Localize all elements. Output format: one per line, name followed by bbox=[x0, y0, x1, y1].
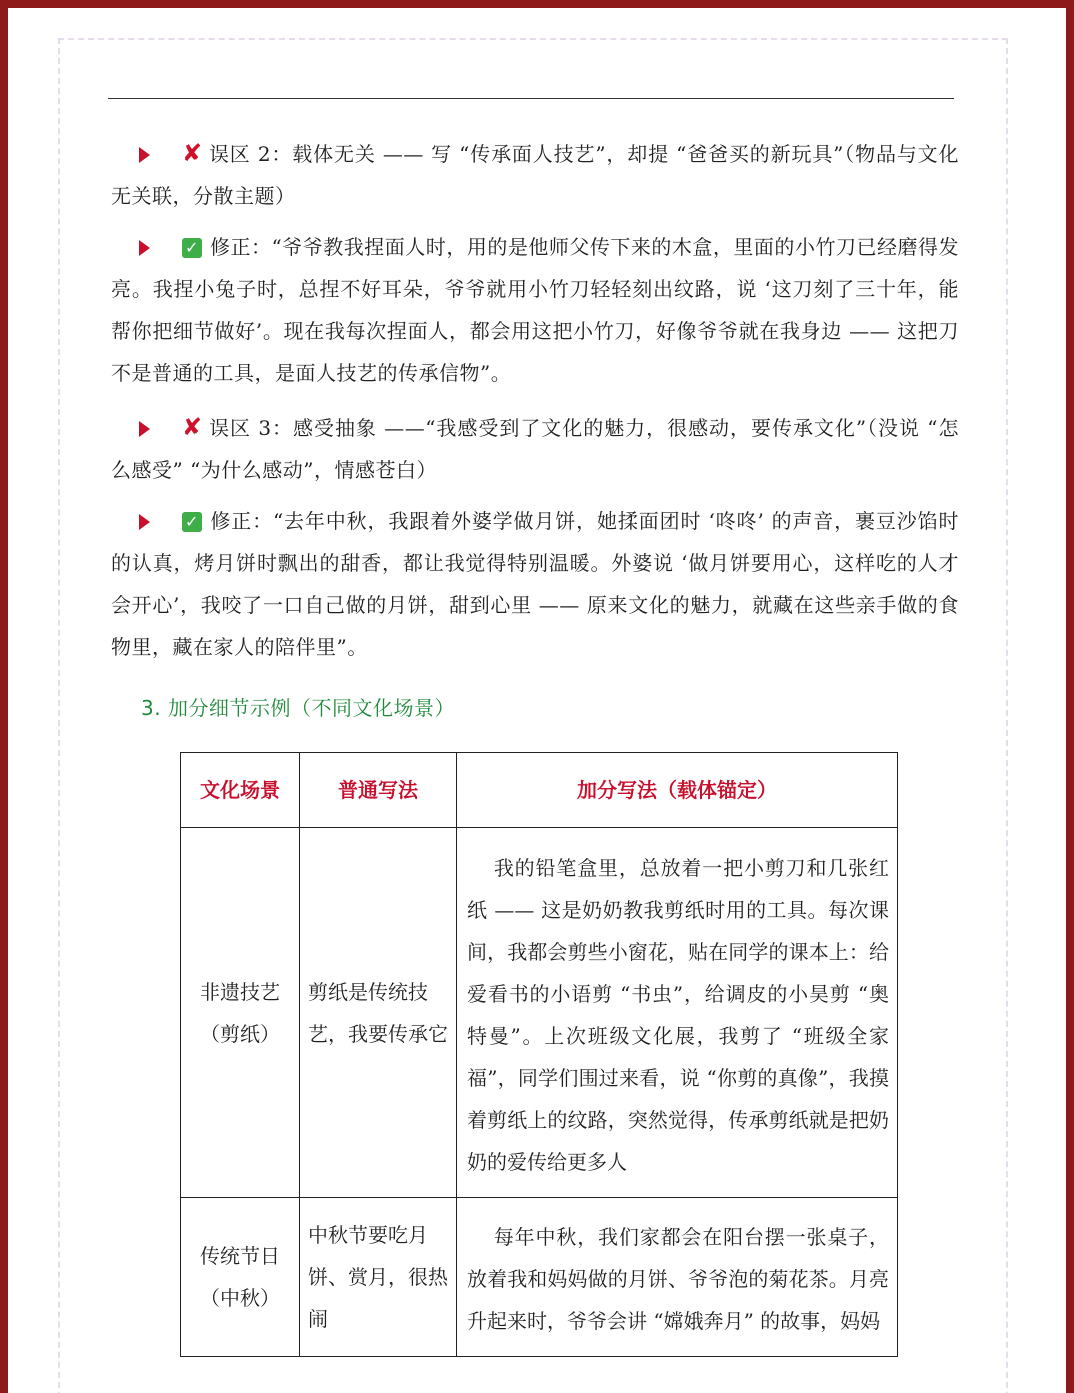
bonus-writing-cell bbox=[457, 1198, 898, 1357]
plain-writing-cell: 中秋节要吃月饼、赏月，很热闹 bbox=[300, 1198, 457, 1357]
paragraph-mistake-3 bbox=[111, 406, 959, 491]
plain-writing-cell: 剪纸是传统技艺，我要传承它 bbox=[300, 828, 457, 1198]
paragraph-fix-2 bbox=[111, 226, 959, 394]
bullet-arrow-icon bbox=[139, 421, 150, 437]
scene-cell: 非遗技艺（剪纸） bbox=[181, 828, 300, 1198]
column-header: 加分写法（载体锚定） bbox=[457, 753, 898, 828]
examples-table bbox=[180, 752, 898, 1357]
paragraph-mistake-2 bbox=[111, 132, 959, 217]
paragraph-text: 误区 3：感受抽象 ——“我感受到了文化的魅力，很感动，要传承文化”（没说 “怎么感受” “为什么感动”，情感苍白） bbox=[111, 416, 959, 482]
document-page bbox=[8, 8, 1066, 1393]
section-title: 3. 加分细节示例（不同文化场景） bbox=[141, 696, 455, 720]
bonus-text: 我的铅笔盒里，总放着一把小剪刀和几张红纸 —— 这是奶奶教我剪纸时用的工具。每次课间，我都会剪些小窗花，贴在同学的课本上：给爱看书的小语剪 “书虫”，给调皮的小昊剪 “奥特曼”。上次班级文化展，我剪了 “班级全家福”，同学们围过来看，说 “你剪的真像”，我摸着剪纸上的纹路，突然觉得，传承剪纸就是把奶奶的爱传给更多人 bbox=[467, 855, 889, 1174]
bullet-arrow-icon bbox=[139, 514, 150, 530]
bullet-arrow-icon bbox=[139, 240, 150, 256]
bonus-text: 每年中秋，我们家都会在阳台摆一张桌子，放着我和妈妈做的月饼、爷爷泡的菊花茶。月亮升起来时，爷爷会讲 “嫦娥奔月” 的故事，妈妈 bbox=[467, 1225, 889, 1333]
cross-mark-icon: ✘ bbox=[182, 139, 203, 167]
table-header-row bbox=[181, 753, 898, 828]
paragraph-text: 修正：“去年中秋，我跟着外婆学做月饼，她揉面团时 ‘咚咚’ 的声音，裹豆沙馅时的认真，烤月饼时飘出的甜香，都让我觉得特别温暖。外婆说 ‘做月饼要用心，这样吃的人才会开心’，我咬了一口自己做的月饼，甜到心里 —— 原来文化的魅力，就藏在这些亲手做的食物里，藏在家人的陪伴里”。 bbox=[111, 509, 959, 659]
check-mark-icon: ✓ bbox=[182, 512, 202, 532]
column-header: 文化场景 bbox=[181, 753, 300, 828]
paragraph-text: 修正：“爷爷教我捏面人时，用的是他师父传下来的木盒，里面的小竹刀已经磨得发亮。我捏小兔子时，总捏不好耳朵，爷爷就用小竹刀轻轻刻出纹路，说 ‘这刀刻了三十年，能帮你把细节做好’。现在我每次捏面人，都会用这把小竹刀，好像爷爷就在我身边 —— 这把刀不是普通的工具，是面人技艺的传承信物”。 bbox=[111, 235, 959, 385]
scene-cell: 传统节日（中秋） bbox=[181, 1198, 300, 1357]
paragraph-text: 误区 2：载体无关 —— 写 “传承面人技艺”，却提 “爸爸买的新玩具”（物品与文化无关联，分散主题） bbox=[111, 142, 959, 208]
paragraph-fix-3 bbox=[111, 500, 959, 668]
cross-mark-icon: ✘ bbox=[182, 413, 203, 441]
header-rule bbox=[108, 98, 954, 99]
check-mark-icon: ✓ bbox=[182, 238, 202, 258]
column-header: 普通写法 bbox=[300, 753, 457, 828]
table-row bbox=[181, 1198, 898, 1357]
bonus-writing-cell bbox=[457, 828, 898, 1198]
table-row bbox=[181, 828, 898, 1198]
bullet-arrow-icon bbox=[139, 147, 150, 163]
